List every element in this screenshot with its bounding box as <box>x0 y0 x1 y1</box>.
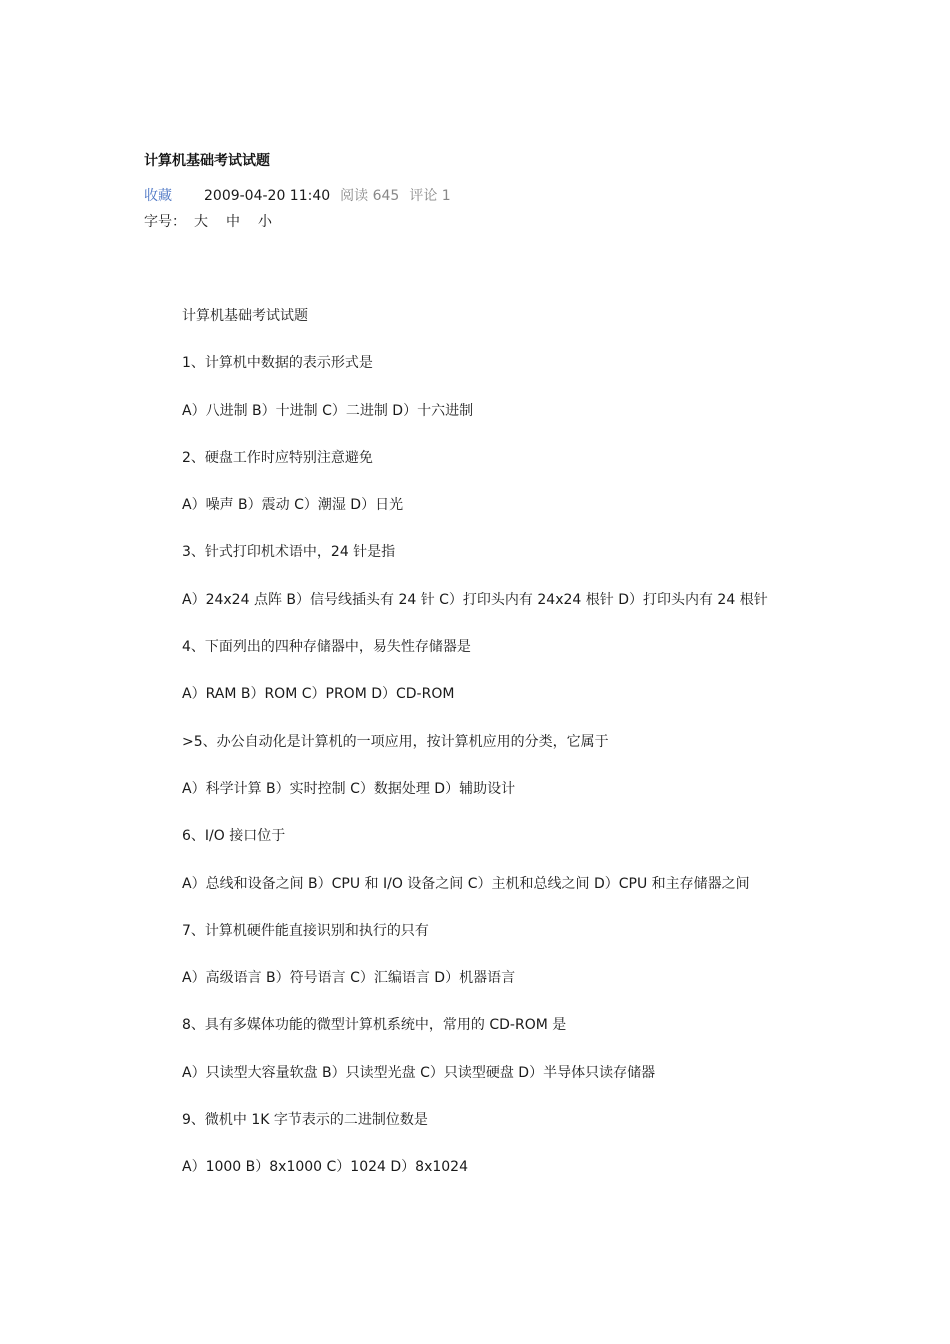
article-body <box>182 306 902 1205</box>
page-title: 计算机基础考试试题 <box>144 153 270 169</box>
read-count: 阅读 645 <box>340 188 400 204</box>
content-heading: 计算机基础考试试题 <box>182 308 308 324</box>
question-line: 6、I/O 接口位于 <box>182 828 286 845</box>
question-line: >5、办公自动化是计算机的一项应用，按计算机应用的分类，它属于 <box>182 733 609 750</box>
font-size-label: 字号： <box>144 214 186 230</box>
comment-count[interactable]: 评论 1 <box>409 188 451 204</box>
question-line: 8、具有多媒体功能的微型计算机系统中，常用的 CD-ROM 是 <box>182 1017 567 1034</box>
question-line: 2、硬盘工作时应特别注意避免 <box>182 449 373 466</box>
answer-options-line: A）1000 B）8x1000 C）1024 D）8x1024 <box>182 1159 468 1176</box>
question-line: 3、针式打印机术语中，24 针是指 <box>182 544 396 561</box>
answer-options-line: A）只读型大容量软盘 B）只读型光盘 C）只读型硬盘 D）半导体只读存储器 <box>182 1064 656 1081</box>
question-line: 9、微机中 1K 字节表示的二进制位数是 <box>182 1112 428 1129</box>
font-size-small-button[interactable]: 小 <box>258 214 272 230</box>
answer-options-line: A）八进制 B）十进制 C）二进制 D）十六进制 <box>182 402 474 419</box>
question-line: 4、下面列出的四种存储器中，易失性存储器是 <box>182 639 471 656</box>
font-size-large-button[interactable]: 大 <box>194 214 208 230</box>
font-size-medium-button[interactable]: 中 <box>226 214 240 230</box>
post-date: 2009-04-20 11:40 <box>204 188 331 204</box>
answer-options-line: A）噪声 B）震动 C）潮湿 D）日光 <box>182 497 404 514</box>
answer-options-line: A）24x24 点阵 B）信号线插头有 24 针 C）打印头内有 24x24 根针 D）打印头内有 24 根针 <box>182 591 768 608</box>
question-line: 7、计算机硬件能直接识别和执行的只有 <box>182 922 429 939</box>
question-line: 1、计算机中数据的表示形式是 <box>182 355 373 372</box>
answer-options-line: A）高级语言 B）符号语言 C）汇编语言 D）机器语言 <box>182 970 516 987</box>
article-meta <box>144 186 461 206</box>
favorite-link[interactable]: 收藏 <box>144 188 172 204</box>
answer-options-line: A）科学计算 B）实时控制 C）数据处理 D）辅助设计 <box>182 780 516 797</box>
answer-options-line: A）总线和设备之间 B）CPU 和 I/O 设备之间 C）主机和总线之间 D）CPU 和主存储器之间 <box>182 875 750 892</box>
font-size-selector <box>144 212 290 232</box>
answer-options-line: A）RAM B）ROM C）PROM D）CD-ROM <box>182 686 455 703</box>
